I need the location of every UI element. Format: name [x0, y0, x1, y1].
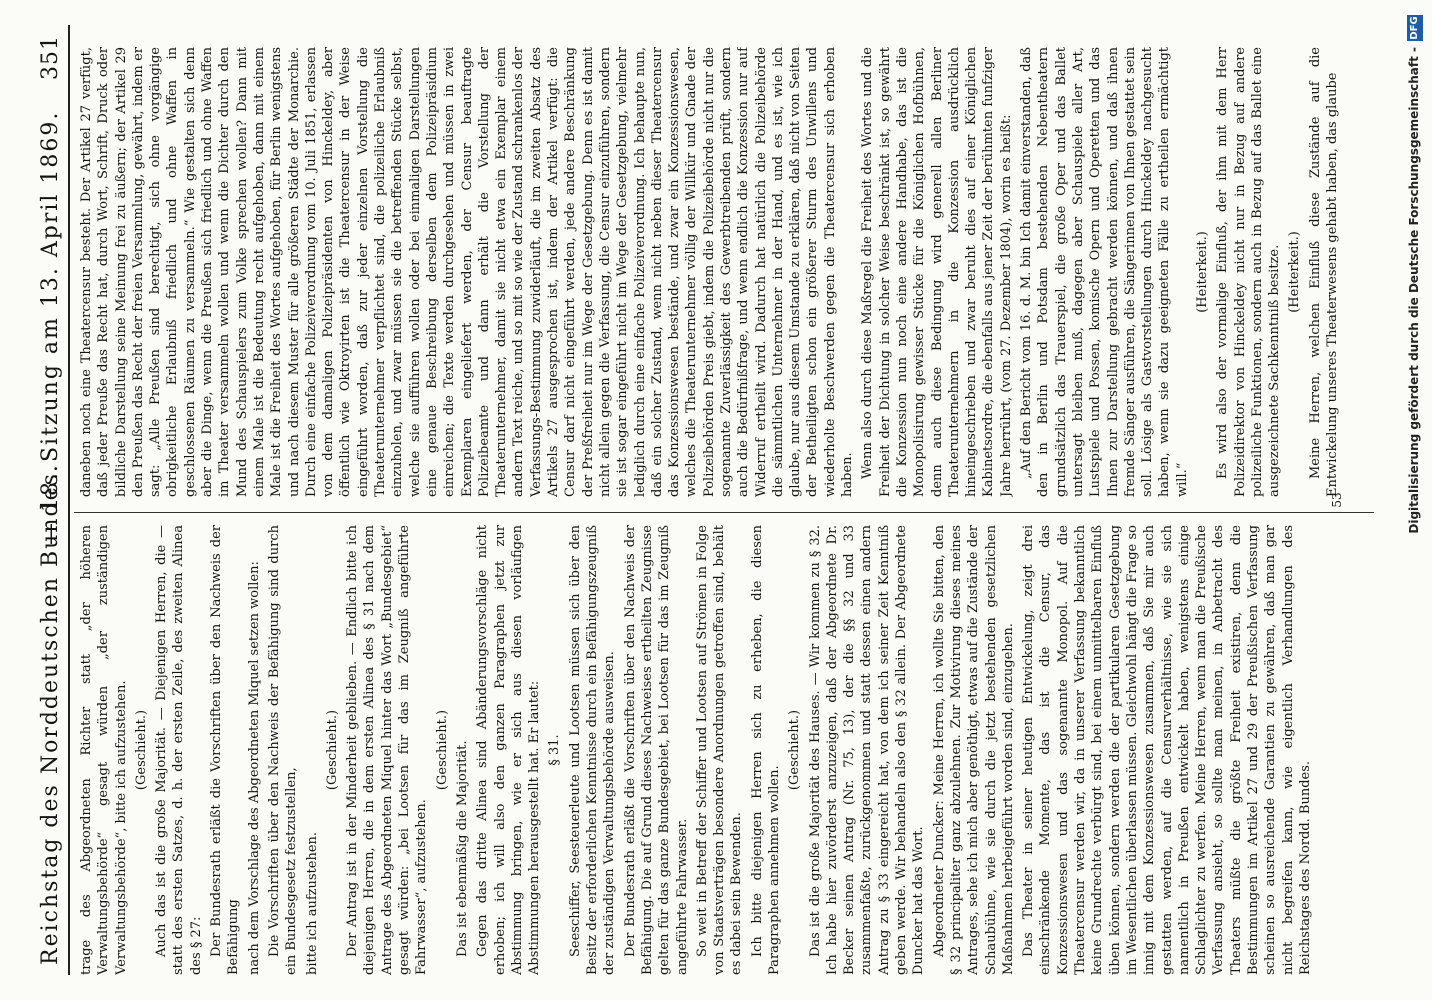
- paragraph: Das ist die große Majorität des Hauses. — Wir kommen zu § 32. Ich habe hier zuvörderst anzuzeigen, daß der Abgeordnete Dr. Becker seinen Antrag (Nr. 75, 13), der die §§ 32 und 33 zusammenfaßte, zurückgenommen und statt dessen einen andern Antrag zu § 33 eingereicht hat, von dem ich seiner Zeit Kenntniß geben werde. Wir behandeln also den § 32 allein. Der Abgeordnete Duncker hat das Wort.: [807, 525, 927, 975]
- speech-duncker: Abgeordneter Duncker: Meine Herren, ich wollte Sie bitten, den § 32 principaliter ganz abzulehnen. Zur Motivirung dieses meines Antrages, sehe ich mich aber genöthigt, etwas auf die Zustände der Schaubühne, wie sie durch die jetzt bestehenden gesetzlichen Maßnahmen herbeigeführt worden sind, einzugehen.: [931, 525, 1016, 975]
- paragraph: Es wird also der vormalige Einfluß, der ihm mit dem Herr Polizeidirektor von Hinckeldey nicht nur in Bezug auf andere polizeiliche Funktionen, sondern auch in Bezug auf das Ballet eine ausgezeichnete Sachkenntniß besitze.: [1215, 47, 1283, 497]
- paragraph: trage des Abgeordneten Richter statt „der höheren Verwaltungsbehörde“ gesagt würden „der zuständigen Verwaltungsbehörde“, bitte ich aufzustehen.: [79, 525, 129, 975]
- stage-direction: (Geschieht.): [434, 709, 450, 791]
- paragraph: daneben noch eine Theatercensur besteht. Der Artikel 27 verfügt, daß jeder Preuße das Recht hat, durch Wort, Schrift, Druck oder bildliche Darstellung seine Meinung frei zu äußern; der Artikel 29 den Preußen das Recht der freien Versammlung, gewährt, indem er sagt: „Alle Preußen sind berechtigt, sich ohne vorgängige obrigkeitliche Erlaubniß friedlich und ohne Waffen in geschlossenen Räumen zu versammeln.“ Wie gestalten sich denn aber die Dinge, wenn die Preußen sich friedlich und ohne Waffen im Theater versammeln wollen und wenn die Dichter durch den Mund des Schauspielers zum Volke sprechen wollen? Dann mit einem Male ist die Bedeutung recht aufgehoben, dann mit einem Male ist die Freiheit des Wortes aufgehoben, für Berlin wenigstens und nach diesem Muster für alle größeren Städte der Monarchie. Durch eine einfache Polizeiverordnung vom 10. Juli 1851, erlassen von dem damaligen Polizeipräsidenten von Hinckeldey, aber öffentlich wie Oktroyirten ist die Theatercensur in der Weise eingeführt worden, daß zur jeder einzelnen Vorstellung die Theaterunternehmer verpflichtet sind, die polizeiliche Erlaubniß einzuholen, und zwar müssen sie die betreffenden Stücke selbst, welche sie aufführen wollen oder bei einmaligen Darstellungen eine genaue Beschreibung derselben dem Polizeipräsidium einreichen; die Texte werden durchgesehen und müssen in zwei Exemplaren eingeliefert werden, der Censur beauftragte Polizeibeamte und dann erhält die Vorstellung der Theaterunternehmer, damit sie nicht etwa ein Exemplar einem andern Text reiche, und so mit so wie der Zustand schrankenlos der Verfassungs-Bestimmung zuwiderläuft, die im zweiten Absatz des Artikels 27 ausgesprochen ist, indem der Artikel verfügt: die Censur darf nicht eingeführt werden, jede andere Beschränkung der Preßfreiheit nur im Wege der Gesetzgebung. Denn es ist damit nicht allein gegen die Verfassung, die Censur einzuführen, sondern sie ist sogar eingeführt nicht im Wege der Gesetzgebung, vielmehr lediglich durch eine einfache Polizeiverordnung. Ich behaupte nun, daß ein solcher Zustand, wenn nicht neben dieser Theatercensur das Konzessionswesen bestände, und zwar ein Konzessionswesen, welches die Theaterunternehmer völlig der Willkür und Gnade der Polizeibehörden Preis giebt, indem die Polizeibehörde nicht nur die sogenannte Zuverlässigkeit des Gewerbtreibenden prüft, sondern auch die Bedürfnißfrage, und wenn endlich die Konzession nur auf Widerruf ertheilt wird. Dadurch hat natürlich die Polizeibehörde die sämmtlichen Unternehmer in der Hand, und es ist, wie ich glaube, nur aus diesem Umstande zu erklären, daß nicht von Seiten der Betheiligten schon ein größerer Sturm des Unwillens und wiederholte Beschwerden gegen die Theatercensur sich erhoben haben.: [79, 47, 856, 497]
- paragraph: Seeschiffer, Seesteuerleute und Lootsen müssen sich über den Besitz der erforderlichen Kenntnisse durch ein Befähigungszeugniß der zuständigen Verwaltungsbehörde ausweisen.: [567, 525, 618, 975]
- quoted-provision: Der Bundesrath erläßt die Vorschriften über den Nachweis der Befähigung: [209, 525, 242, 975]
- header-journal-title: Reichstag des Norddeutschen Bundes.: [38, 463, 63, 965]
- paragraph: Das ist ebenmäßig die Majorität.: [454, 740, 470, 957]
- header-page-number: 351: [38, 35, 63, 80]
- dfg-watermark: [1405, 15, 1431, 995]
- paragraph: Auch das ist die große Majorität. — Diejenigen Herren, die — statt des ersten Satzes, d. h. der ersten Zeile, des zweiten Alinea des § 27:: [154, 525, 204, 975]
- dfg-logo-icon: DFG: [1407, 15, 1423, 41]
- quoted-cabinet-order: „Auf den Bericht vom 16. d. M. bin Ich damit einverstanden, daß den in Berlin und Potsdam bestehenden Nebentheatern grundsätzlich das Trauerspiel, die große Oper und das Ballet untersagt bleiben muß, dagegen aber Schauspiele aller Art, Lustspiele und Possen, komische Opern und Operetten und das Ihnen zur Darstellung gebracht werden können, und daß ihnen fremde Sänger ausführen, die Sängerinnen von Ihnen gestattet sein soll. Lösige als Gastvorstellungen durch Hinckeldey nachgesucht haben, wenn sie dazu geeigneten Fälle zu ertheilen ermächtigt will.“: [1019, 47, 1190, 497]
- header-session-date: — 18. Sitzung am 13. April 1869.: [38, 110, 63, 545]
- watermark-text: Digitalisierung gefördert durch die Deutsche Forschungsgemeinschaft -: [1407, 47, 1421, 534]
- column-divider: [74, 512, 1374, 513]
- left-text-column: [78, 525, 1378, 975]
- paragraph: Der Bundesrath erläßt die Vorschriften über den Nachweis der Befähigung. Die auf Grund dieses Nachweises ertheilten Zeugnisse gelten für das ganze Bundesgebiet, bei Lootsen für das im Zeugniß angeführte Fahrwasser.: [622, 525, 690, 975]
- section-number: § 31.: [547, 734, 563, 766]
- paragraph: So weit in Betreff der Schiffer und Lootsen auf Strömen in Folge von Staatsverträgen besondere Anordnungen getroffen sind, behält es dabei sein Bewenden.: [694, 525, 745, 975]
- paragraph: Der Antrag ist in der Minderheit geblieben. — Endlich bitte ich diejenigen Herren, die in dem ersten Alinea des § 31 nach dem Antrage des Abgeordneten Miquel hinter das Wort „Bundesgebiet“ gesagt würden: „bei Lootsen für das im Zeugniß angeführte Fahrwasser“, aufzustehen.: [345, 525, 430, 975]
- right-text-column: [78, 47, 1378, 497]
- stage-direction: (Geschieht.): [133, 709, 149, 791]
- paragraph: Wenn also durch diese Maßregel die Freiheit des Wortes und die Freiheit der Dichtung in solcher Weise beschränkt ist, so gewährt die Konzession nun noch eine andere Handhabe, das ist die Monopolisirung gewisser Stücke für die Königlichen Hofbühnen, denn auch diese Bedingung wird generell allen Berliner Theaterunternehmern in die Konzession ausdrücklich hineingeschrieben und zwar beruht dies auf einer Königlichen Kabinetsordre, die ebenfalls aus jener Zeit der berühmten funfziger Jahre herrührt, (vom 27. Dezember 1804), worin es heißt:: [860, 47, 1014, 497]
- paragraph: bitte ich aufzustehen.: [304, 831, 320, 975]
- stage-direction: (Geschieht.): [324, 709, 340, 791]
- stage-direction: (Geschieht.): [787, 709, 803, 791]
- stage-direction: (Heiterkeit.): [1195, 231, 1210, 313]
- stage-direction: (Heiterkeit.): [1287, 231, 1303, 313]
- running-header: [30, 25, 70, 975]
- rotated-document-page: [30, 25, 1390, 975]
- header-rule: [68, 25, 70, 975]
- paragraph: Ich bitte diejenigen Herren sich zu erheben, die diesen Paragraphen annehmen wollen.: [749, 525, 782, 975]
- quoted-provision: Die Vorschriften über den Nachweis der Befähigung sind durch ein Bundesgesetz festzustellen,: [266, 525, 300, 975]
- paragraph: Das Theater in seiner heutigen Entwickelung, zeigt drei einschränkende Momente, das ist die Censur, das Konzessionswesen und das sogenannte Monopol. Auf die Theatercensur werden wir, da in unserer Verfassung bekanntlich keine Grundrechte verbürgt sind, bei einem unmittelbaren Einfluß üben können, sondern werden die der partikularen Gesetzgebung im Wesentlichen überlassen müssen. Gleichwohl hängt die Frage so innig mit dem Konzessionswesen zusammen, daß Sie mir auch gestatten werden, auf die Censurverhältnisse, wie sie sich namentlich in Preußen entwickelt haben, wenigstens einige Schlaglichter zu werfen. Meine Herren, wenn man die Preußische Verfassung ansieht, so sollte man meinen, in Anbetracht des Theaters müßte die größte Freiheit existiren, denn die Bestimmungen im Artikel 27 und 29 der Preußischen Verfassung scheinen so ausreichende Garantien zu gewähren, daß man gar nicht begreifen kann, wie eigentlich Verhandlungen des Reichstages des Nordd. Bundes.: [1021, 525, 1313, 975]
- signature-number: 53: [1330, 492, 1344, 508]
- paragraph: Meine Herren, welchen Einfluß diese Zustände auf die Entwickelung unseres Theaterwesens gehabt haben, das glaube: [1307, 47, 1341, 497]
- paragraph: nach dem Vorschlage des Abgeordneten Miquel setzen wollen:: [246, 561, 262, 975]
- paragraph: Gegen das dritte Alinea sind Abänderungsvorschläge nicht erhoben; ich will also den ganzen Paragraphen jetzt zur Abstimmung bringen, wie er sich aus diesen vorläufigen Abstimmungen herausgestellt hat. Er lautet:: [475, 525, 543, 975]
